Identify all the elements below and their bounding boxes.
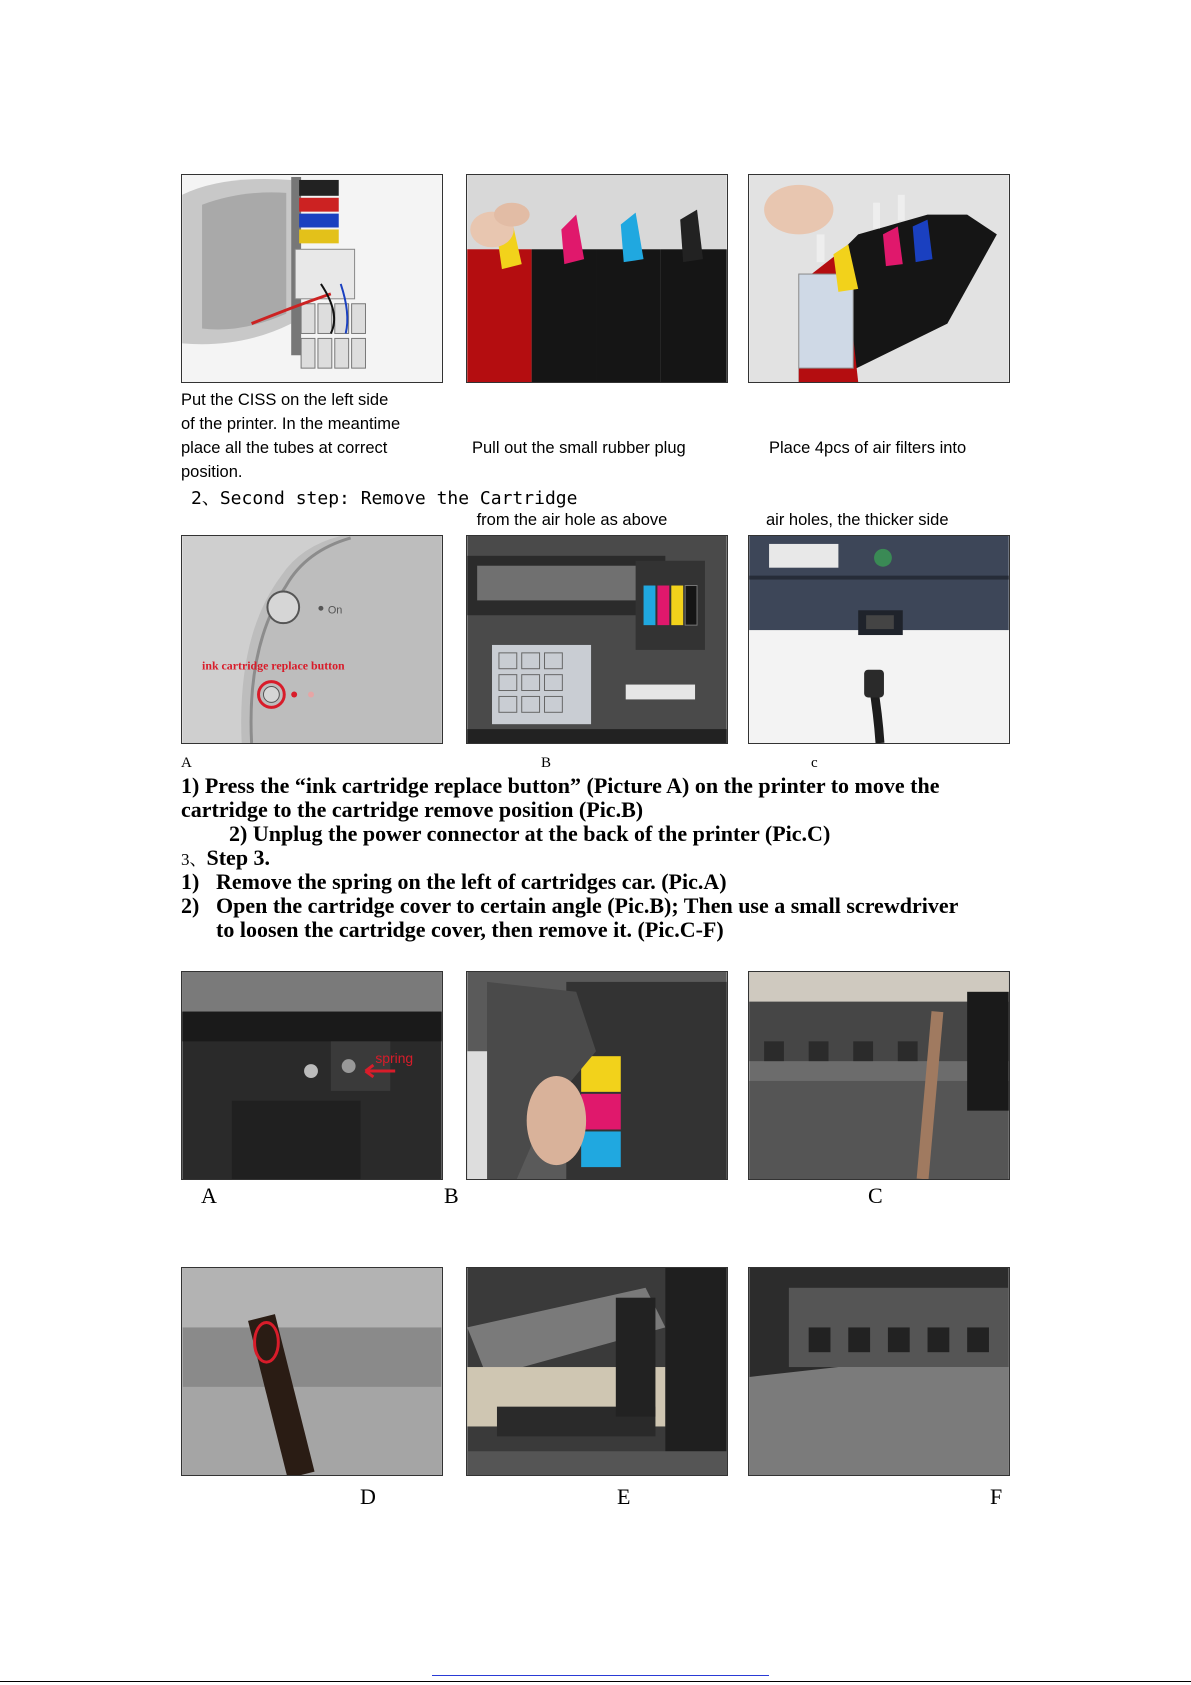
caption-line: from the air hole as above [472,511,668,529]
screwdriver-illustration-d [182,1268,442,1475]
footer-rule [0,1681,1191,1682]
cartridge-cover-illustration [467,972,727,1179]
photo-cover-lifted [466,1267,728,1476]
photo-spring [181,971,443,1180]
caption-line: of the printer. In the meantime [181,415,401,433]
label-step3-e: E [617,1484,631,1509]
step3-item-1-text: Remove the spring on the left of cartridges car. (Pic.A) [216,869,727,894]
label-pic-c: c [811,755,818,771]
screwdriver-illustration-c [749,972,1009,1179]
step3-item-2-text-a: Open the cartridge cover to certain angle (Pic.B); Then use a small screwdriver [216,893,959,918]
step2-instruction-1a: 1) Press the “ink cartridge replace button” (Picture A) on the printer to move the [181,773,940,798]
step3-item-2-text-b: to loosen the cartridge cover, then remove it. (Pic.C-F) [216,917,724,942]
printer-buttons-illustration [182,536,442,743]
power-connector-illustration [749,536,1009,743]
label-step3-b: B [444,1183,459,1208]
label-pic-b: B [541,755,552,771]
label-step3-a: A [201,1183,217,1208]
spring-label: spring [375,1050,414,1067]
step3-item-number: 2) [181,893,200,918]
label-step3-c: C [868,1183,883,1208]
replace-button-label: ink cartridge replace button [202,658,345,673]
ciss-printer-illustration [182,175,442,382]
caption-line: place all the tubes at correct [181,439,388,457]
label-step3-f: F [990,1484,1003,1509]
step2-instruction-1b: cartridge to the cartridge remove position (Pic.B) [181,797,644,822]
step2-heading: 2、Second step: Remove the Cartridge [191,488,578,509]
cover-removed-illustration [749,1268,1009,1475]
label-step3-d: D [360,1484,376,1509]
photo-power-connector [748,535,1010,744]
caption-ciss-left-side [181,388,451,484]
caption-line: Place 4pcs of air filters into [769,439,967,457]
photo-screwdriver-c [748,971,1010,1180]
spring-illustration [182,972,442,1179]
step3-item-1 [181,870,199,894]
photo-cover-removed [748,1267,1010,1476]
caption-line: Put the CISS on the left side [181,391,389,409]
photo-cartridge-position [466,535,728,744]
photo-replace-button [181,535,443,744]
caption-line: Pull out the small rubber plug [472,439,686,457]
photo-rubber-plug [466,174,728,383]
step3-heading-prefix: 3、 [181,850,207,869]
on-label: On [327,604,343,617]
cover-lifted-illustration [467,1268,727,1475]
footer-link-underline [432,1675,769,1676]
air-filters-illustration [749,175,1009,382]
photo-ciss-left-side [181,174,443,383]
caption-line: position. [181,463,243,481]
caption-line: air holes, the thicker side [766,511,949,529]
photo-cartridge-cover [466,971,728,1180]
step3-item-2 [181,894,199,918]
cartridge-carriage-illustration [467,536,727,743]
photo-screwdriver-d [181,1267,443,1476]
step3-item-number: 1) [181,869,200,894]
label-pic-a: A [181,755,192,771]
ink-tanks-illustration [467,175,727,382]
photo-air-filters [748,174,1010,383]
step2-instruction-2: 2) Unplug the power connector at the back of the printer (Pic.C) [229,821,831,846]
step3-heading-text: Step 3. [206,845,271,870]
